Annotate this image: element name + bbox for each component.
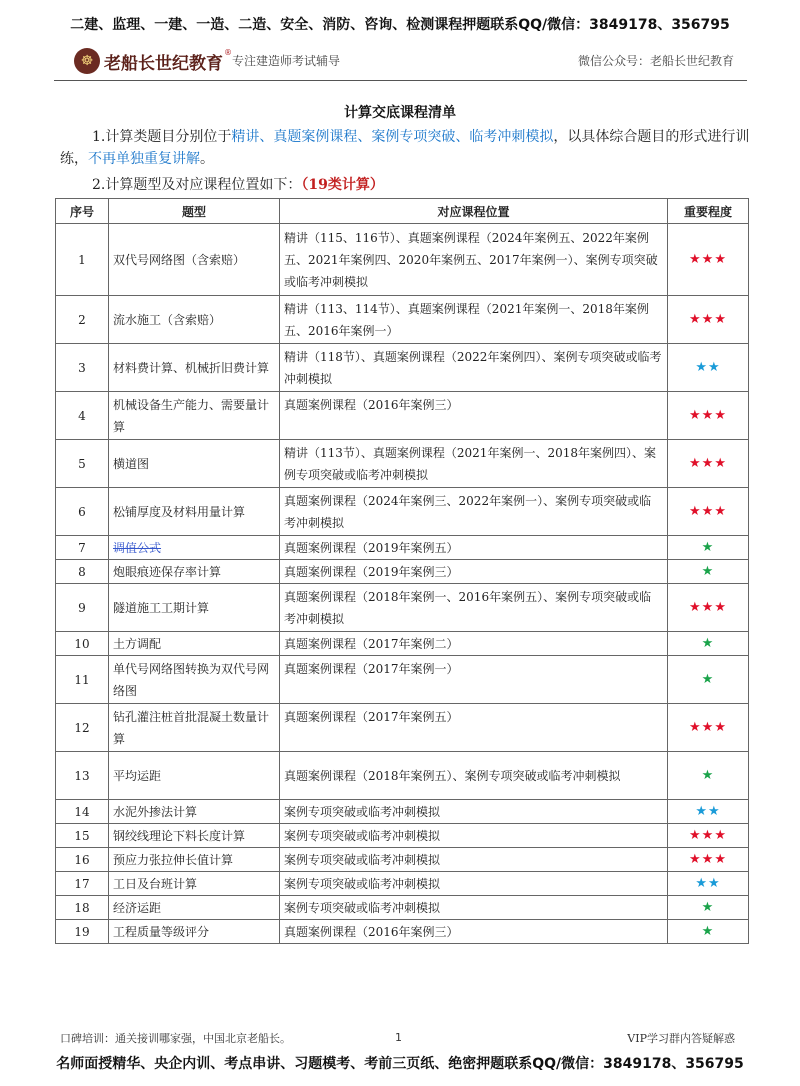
- row-type: 钢绞线理论下料长度计算: [109, 824, 280, 848]
- row-location: 案例专项突破或临考冲刺模拟: [280, 848, 668, 872]
- row-importance-stars: ★★★: [668, 584, 749, 632]
- row-location: 真题案例课程（2017年案例一）: [280, 656, 668, 704]
- row-importance-stars: ★★★: [668, 440, 749, 488]
- row-location: 真题案例课程（2019年案例五）: [280, 536, 668, 560]
- table-row: [56, 920, 749, 944]
- row-importance-stars: ★: [668, 632, 749, 656]
- table-row: [56, 848, 749, 872]
- row-location: 真题案例课程（2016年案例三）: [280, 920, 668, 944]
- row-importance-stars: ★: [668, 656, 749, 704]
- row-number: 11: [56, 656, 109, 704]
- row-importance-stars: ★: [668, 920, 749, 944]
- table-row: [56, 896, 749, 920]
- intro-1-mid: ，以具体综合题目的形式进行训练，: [60, 129, 750, 167]
- row-location: 案例专项突破或临考冲刺模拟: [280, 872, 668, 896]
- wechat-account: 微信公众号：老船长世纪教育: [577, 54, 734, 68]
- header-importance: 重要程度: [668, 199, 749, 224]
- table-row: [56, 656, 749, 704]
- row-type: 平均运距: [109, 752, 280, 800]
- course-table: [55, 198, 749, 944]
- ship-wheel-icon: ☸: [74, 48, 100, 74]
- row-type: 工程质量等级评分: [109, 920, 280, 944]
- intro-paragraph-1: [60, 126, 750, 170]
- intro-paragraph-2: [60, 174, 750, 196]
- row-importance-stars: ★★: [668, 872, 749, 896]
- row-importance-stars: ★★★: [668, 704, 749, 752]
- row-type: 流水施工（含索赔）: [109, 296, 280, 344]
- brand-name: 老船长世纪教育: [104, 53, 223, 74]
- row-importance-stars: ★★★: [668, 824, 749, 848]
- bottom-contact-banner: 名师面授精华、央企内训、考点串讲、习题模考、考前三页纸、绝密押题联系QQ/微信：3849178、356795: [56, 1056, 744, 1072]
- row-type: 钻孔灌注桩首批混凝土数量计算: [109, 704, 280, 752]
- row-type: 土方调配: [109, 632, 280, 656]
- row-location: 真题案例课程（2017年案例五）: [280, 704, 668, 752]
- row-number: 14: [56, 800, 109, 824]
- intro-2-prefix: 2.计算题型及对应课程位置如下：: [92, 177, 302, 193]
- row-location: 精讲（113、114节）、真题案例课程（2021年案例一、2018年案例五、2016年案例一）: [280, 296, 668, 344]
- row-type: 材料费计算、机械折旧费计算: [109, 344, 280, 392]
- page-header: [74, 46, 734, 76]
- row-number: 2: [56, 296, 109, 344]
- header-location: 对应课程位置: [280, 199, 668, 224]
- table-row: [56, 632, 749, 656]
- row-importance-stars: ★★★: [668, 224, 749, 296]
- row-type: 机械设备生产能力、需要量计算: [109, 392, 280, 440]
- row-number: 15: [56, 824, 109, 848]
- footer-slogan: 口碑培训：通关接训哪家强，中国北京老船长。: [60, 1032, 291, 1045]
- row-importance-stars: ★★: [668, 344, 749, 392]
- table-row: [56, 560, 749, 584]
- row-importance-stars: ★★★: [668, 848, 749, 872]
- row-number: 8: [56, 560, 109, 584]
- row-location: 精讲（115、116节）、真题案例课程（2024年案例五、2022年案例五、2021年案例四、2020年案例五、2017年案例一）、案例专项突破或临考冲刺模拟: [280, 224, 668, 296]
- row-importance-stars: ★: [668, 536, 749, 560]
- row-importance-stars: ★: [668, 752, 749, 800]
- row-number: 13: [56, 752, 109, 800]
- intro-1-highlight: 精讲、真题案例课程、案例专项突破、临考冲刺模拟: [231, 129, 554, 145]
- table-row: [56, 872, 749, 896]
- row-number: 10: [56, 632, 109, 656]
- row-location: 真题案例课程（2018年案例一、2016年案例五）、案例专项突破或临考冲刺模拟: [280, 584, 668, 632]
- intro-2-count: （19类计算）: [301, 177, 384, 193]
- row-location: 真题案例课程（2017年案例二）: [280, 632, 668, 656]
- brand-logo: [74, 46, 232, 76]
- row-location: 案例专项突破或临考冲刺模拟: [280, 824, 668, 848]
- row-type: 水泥外掺法计算: [109, 800, 280, 824]
- row-importance-stars: ★★★: [668, 392, 749, 440]
- row-importance-stars: ★★★: [668, 296, 749, 344]
- row-type: 工日及台班计算: [109, 872, 280, 896]
- table-row: [56, 824, 749, 848]
- row-number: 12: [56, 704, 109, 752]
- row-number: 4: [56, 392, 109, 440]
- table-row: [56, 584, 749, 632]
- page-number: 1: [395, 1031, 402, 1044]
- table-row: [56, 440, 749, 488]
- row-importance-stars: ★: [668, 560, 749, 584]
- row-type: 经济运距: [109, 896, 280, 920]
- row-type: 隧道施工工期计算: [109, 584, 280, 632]
- table-row: [56, 800, 749, 824]
- intro-1-prefix: 1.计算类题目分别位于: [92, 129, 232, 145]
- row-importance-stars: ★: [668, 896, 749, 920]
- row-type: 单代号网络图转换为双代号网络图: [109, 656, 280, 704]
- row-type: 预应力张拉伸长值计算: [109, 848, 280, 872]
- intro-1-end: 。: [200, 151, 214, 167]
- row-type: [109, 536, 280, 560]
- row-location: 精讲（113节）、真题案例课程（2021年案例一、2018年案例四）、案例专项突破或临考冲刺模拟: [280, 440, 668, 488]
- header-divider: [54, 80, 747, 81]
- table-row: [56, 752, 749, 800]
- row-type: 双代号网络图（含索赔）: [109, 224, 280, 296]
- row-number: 16: [56, 848, 109, 872]
- table-row: [56, 392, 749, 440]
- row-importance-stars: ★★: [668, 800, 749, 824]
- row-number: 6: [56, 488, 109, 536]
- row-location: 精讲（118节）、真题案例课程（2022年案例四）、案例专项突破或临考冲刺模拟: [280, 344, 668, 392]
- row-type: 炮眼痕迹保存率计算: [109, 560, 280, 584]
- table-row: [56, 704, 749, 752]
- row-location: 真题案例课程（2024年案例三、2022年案例一）、案例专项突破或临考冲刺模拟: [280, 488, 668, 536]
- row-number: 3: [56, 344, 109, 392]
- header-slogan: 专注建造师考试辅导: [232, 54, 341, 68]
- top-contact-banner: 二建、监理、一建、一造、二造、安全、消防、咨询、检测课程押题联系QQ/微信：3849178、356795: [70, 17, 730, 33]
- table-row: [56, 536, 749, 560]
- table-row: [56, 296, 749, 344]
- row-number: 17: [56, 872, 109, 896]
- table-row: [56, 488, 749, 536]
- row-number: 5: [56, 440, 109, 488]
- footer-vip: VIP学习群内答疑解惑: [627, 1032, 735, 1045]
- intro-1-highlight-2: 不再单独重复讲解: [88, 151, 200, 167]
- row-number: 18: [56, 896, 109, 920]
- registered-mark: ®: [224, 47, 232, 57]
- table-row: [56, 344, 749, 392]
- row-location: 案例专项突破或临考冲刺模拟: [280, 896, 668, 920]
- row-number: 9: [56, 584, 109, 632]
- header-type: 题型: [109, 199, 280, 224]
- row-location: 真题案例课程（2019年案例三）: [280, 560, 668, 584]
- row-number: 19: [56, 920, 109, 944]
- document-title: 计算交底课程清单: [344, 105, 456, 121]
- row-number: 1: [56, 224, 109, 296]
- row-location: 真题案例课程（2018年案例五）、案例专项突破或临考冲刺模拟: [280, 752, 668, 800]
- row-importance-stars: ★★★: [668, 488, 749, 536]
- table-row: [56, 224, 749, 296]
- row-type: 横道图: [109, 440, 280, 488]
- row-location: 真题案例课程（2016年案例三）: [280, 392, 668, 440]
- table-header-row: [56, 199, 749, 224]
- header-no: 序号: [56, 199, 109, 224]
- row-type: 松铺厚度及材料用量计算: [109, 488, 280, 536]
- row-type-link[interactable]: 调值公式: [113, 540, 162, 555]
- row-number: 7: [56, 536, 109, 560]
- table-body: [56, 224, 749, 944]
- row-location: 案例专项突破或临考冲刺模拟: [280, 800, 668, 824]
